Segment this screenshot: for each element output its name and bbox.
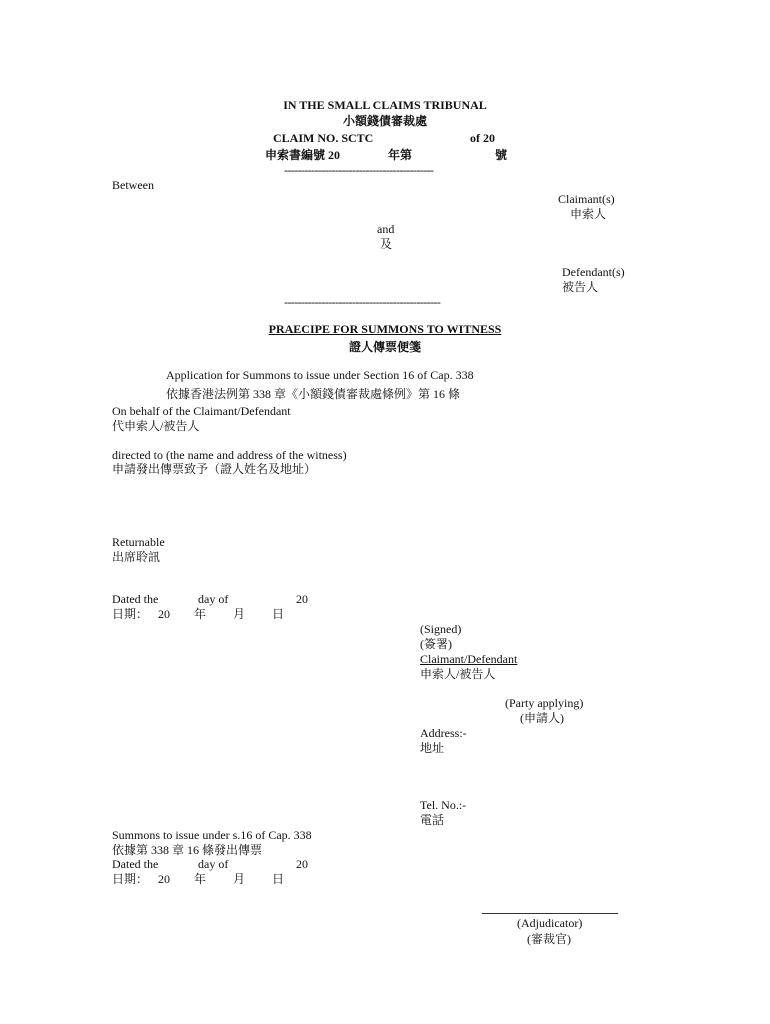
form-title-zh: 證人傳票便箋	[348, 340, 421, 354]
claim-no-label: CLAIM NO. SCTC	[273, 131, 374, 145]
issue-date-year-prefix-zh: 20	[158, 872, 170, 886]
issue-dated-the-label: Dated the	[112, 857, 159, 871]
and-label-zh: 及	[380, 237, 393, 251]
claim-no-of: of 20	[470, 131, 495, 145]
application-text-zh: 依據香港法例第 338 章《小額錢債審裁處條例》第 16 條	[166, 387, 461, 401]
claimant-label: Claimant(s)	[558, 192, 615, 206]
issue-date-year-zh: 年	[194, 872, 207, 886]
address-label: Address:-	[420, 726, 467, 740]
on-behalf-text: On behalf of the Claimant/Defendant	[112, 404, 291, 418]
party-applying-label-zh: (申請人)	[520, 711, 564, 725]
adjudicator-label: (Adjudicator)	[517, 916, 583, 930]
claim-no-zh-c: 號	[495, 148, 508, 162]
date-day-zh: 日	[272, 607, 285, 621]
claim-no-zh-a: 申索書編號 20	[265, 148, 341, 162]
day-of-label: day of	[198, 592, 229, 606]
party-applying-label: (Party applying)	[505, 696, 584, 710]
signed-label-zh: (簽署)	[420, 637, 452, 651]
defendant-label: Defendant(s)	[562, 265, 625, 279]
tribunal-title-zh: 小額錢債審裁處	[342, 114, 427, 128]
date-label-zh: 日期：	[112, 607, 149, 621]
issue-date-label-zh: 日期：	[112, 872, 149, 886]
claimant-label-zh: 申索人	[570, 207, 607, 221]
issue-text-zh: 依據第 338 章 16 條發出傳票	[112, 843, 263, 857]
address-label-zh: 地址	[420, 741, 445, 755]
separator-top: --------------------------------------------	[284, 163, 434, 177]
dated-the-label: Dated the	[112, 592, 159, 606]
tel-label: Tel. No.:-	[420, 798, 467, 812]
issue-date-month-zh: 月	[233, 872, 246, 886]
adjudicator-label-zh: (審裁官)	[527, 932, 571, 946]
date-year-prefix-zh: 20	[158, 607, 170, 621]
issue-year-prefix: 20	[296, 857, 308, 871]
tribunal-title: IN THE SMALL CLAIMS TRIBUNAL	[283, 98, 487, 112]
party-type-label: Claimant/Defendant	[420, 652, 518, 666]
on-behalf-text-zh: 代申索人/被告人	[112, 419, 200, 433]
directed-to-text: directed to (the name and address of the witness)	[112, 448, 347, 462]
separator-bottom: ----------------------------------------------	[284, 295, 441, 309]
and-label: and	[377, 222, 395, 236]
between-label: Between	[112, 178, 154, 192]
tel-label-zh: 電話	[420, 813, 445, 827]
party-type-label-zh: 申索人/被告人	[420, 667, 496, 681]
returnable-label-zh: 出席聆訊	[112, 550, 161, 564]
issue-date-day-zh: 日	[272, 872, 285, 886]
issue-day-of-label: day of	[198, 857, 229, 871]
date-year-zh: 年	[194, 607, 207, 621]
defendant-label-zh: 被告人	[562, 280, 599, 294]
application-text: Application for Summons to issue under Section 16 of Cap. 338	[166, 368, 474, 382]
directed-to-text-zh: 申請發出傳票致予（證人姓名及地址）	[112, 462, 317, 476]
year-prefix: 20	[296, 592, 308, 606]
signed-label: (Signed)	[420, 622, 462, 636]
returnable-label: Returnable	[112, 535, 165, 549]
date-month-zh: 月	[233, 607, 246, 621]
claim-no-zh-b: 年第	[388, 148, 413, 162]
form-title: PRAECIPE FOR SUMMONS TO WITNESS	[268, 322, 502, 336]
issue-text: Summons to issue under s.16 of Cap. 338	[112, 828, 312, 842]
adjudicator-signature-line	[482, 913, 618, 914]
